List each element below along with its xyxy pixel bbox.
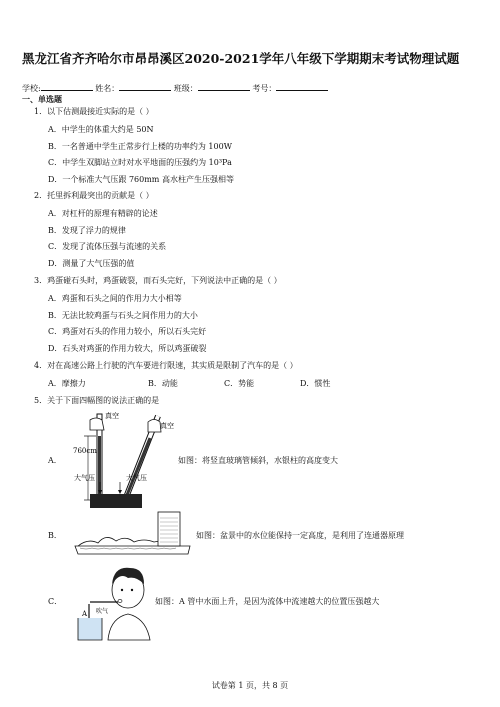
- page-title: 黑龙江省齐齐哈尔市昂昂溪区2020-2021学年八年级下学期期末考试物理试题: [22, 51, 460, 66]
- question-4-option-c[interactable]: C．势能: [224, 379, 255, 388]
- label-height: 760cm: [73, 447, 97, 455]
- question-3-option-d[interactable]: D．石头对鸡蛋的作用力较大，所以鸡蛋破裂: [48, 344, 207, 353]
- page-footer: 试卷第 1 页，共 8 页: [211, 681, 289, 690]
- question-4-stem: 4．对在高速公路上行驶的汽车要进行限速，其实质是限制了汽车的是（ ）: [34, 361, 298, 370]
- number-blank[interactable]: [276, 82, 328, 91]
- name-blank[interactable]: [119, 82, 171, 91]
- mercury-dish: [90, 494, 142, 508]
- class-label: 班级：: [173, 84, 198, 93]
- question-2-option-b[interactable]: B．发现了浮力的规律: [48, 226, 126, 235]
- question-1-option-d[interactable]: D．一个标准大气压跟 760mm 高水柱产生压强相等: [48, 175, 234, 184]
- label-vacuum-right: 真空: [160, 422, 174, 430]
- boy-body: [108, 614, 150, 640]
- figure-a-torricelli: [70, 408, 180, 518]
- beaker: [78, 618, 102, 640]
- name-label: 姓名：: [95, 84, 120, 93]
- figure-c-blowing: [70, 560, 160, 642]
- question-1-option-a[interactable]: A．中学生的体重大约是 50N: [48, 125, 154, 134]
- question-4-option-d[interactable]: D．惯性: [300, 379, 331, 388]
- question-5-stem: 5．关于下面四幅图的说法正确的是: [34, 396, 160, 405]
- figure-b-basin: [70, 508, 195, 558]
- school-blank[interactable]: [41, 82, 93, 91]
- question-2-option-d[interactable]: D．测量了大气压强的值: [48, 259, 135, 268]
- question-4-option-b[interactable]: B．动能: [148, 379, 178, 388]
- question-3-option-c[interactable]: C．鸡蛋对石头的作用力较小，所以石头完好: [48, 327, 207, 336]
- school-label: 学校:: [22, 84, 41, 93]
- label-pressure-left: 大气压: [74, 474, 95, 482]
- student-info-line: [22, 82, 328, 94]
- question-1-option-b[interactable]: B．一名普通中学生正常步行上楼的功率约为 100W: [48, 142, 232, 151]
- question-3-stem: 3．鸡蛋碰石头时，鸡蛋破裂，而石头完好，下列说法中正确的是（ ）: [34, 276, 282, 285]
- question-4-option-a[interactable]: A．摩擦力: [48, 379, 86, 388]
- label-tube-a: A: [82, 610, 88, 618]
- label-vacuum-left: 真空: [105, 412, 119, 420]
- question-2-option-c[interactable]: C．发现了流体压强与流速的关系: [48, 242, 167, 251]
- question-5-option-a[interactable]: A．: [48, 456, 62, 465]
- question-1-option-c[interactable]: C．中学生双脚站立时对水平地面的压强约为 10³Pa: [48, 158, 232, 167]
- class-blank[interactable]: [198, 82, 250, 91]
- question-2-stem: 2．托里拆利最突出的贡献是（ ）: [34, 191, 154, 200]
- hand-left-icon: [90, 418, 104, 430]
- question-5-option-c[interactable]: C．: [48, 597, 63, 606]
- question-2-option-a[interactable]: A．对杠杆的原理有精辟的论述: [48, 209, 158, 218]
- label-blow: 吹气: [96, 608, 109, 615]
- inverted-bottle: [158, 512, 180, 546]
- section-heading: 一、单选题: [22, 94, 62, 104]
- question-3-option-b[interactable]: B．无法比较鸡蛋与石头之间作用力的大小: [48, 311, 198, 320]
- question-1-stem: 1．以下估测最接近实际的是（ ）: [34, 107, 154, 116]
- number-label: 考号：: [252, 84, 277, 93]
- question-3-option-a[interactable]: A．鸡蛋和石头之间的作用力大小相等: [48, 294, 182, 303]
- label-pressure-right: 大气压: [126, 474, 147, 482]
- question-5-option-b[interactable]: B．: [48, 531, 62, 540]
- question-5-caption-c: 如图：A 管中水面上升，是因为流体中流速越大的位置压强越大: [155, 597, 380, 606]
- question-5-caption-b: 如图：盆景中的水位能保持一定高度，是利用了连通器原理: [196, 531, 404, 540]
- question-5-caption-a: 如图：将竖直玻璃管倾斜，水银柱的高度变大: [178, 456, 338, 465]
- basin: [75, 546, 190, 554]
